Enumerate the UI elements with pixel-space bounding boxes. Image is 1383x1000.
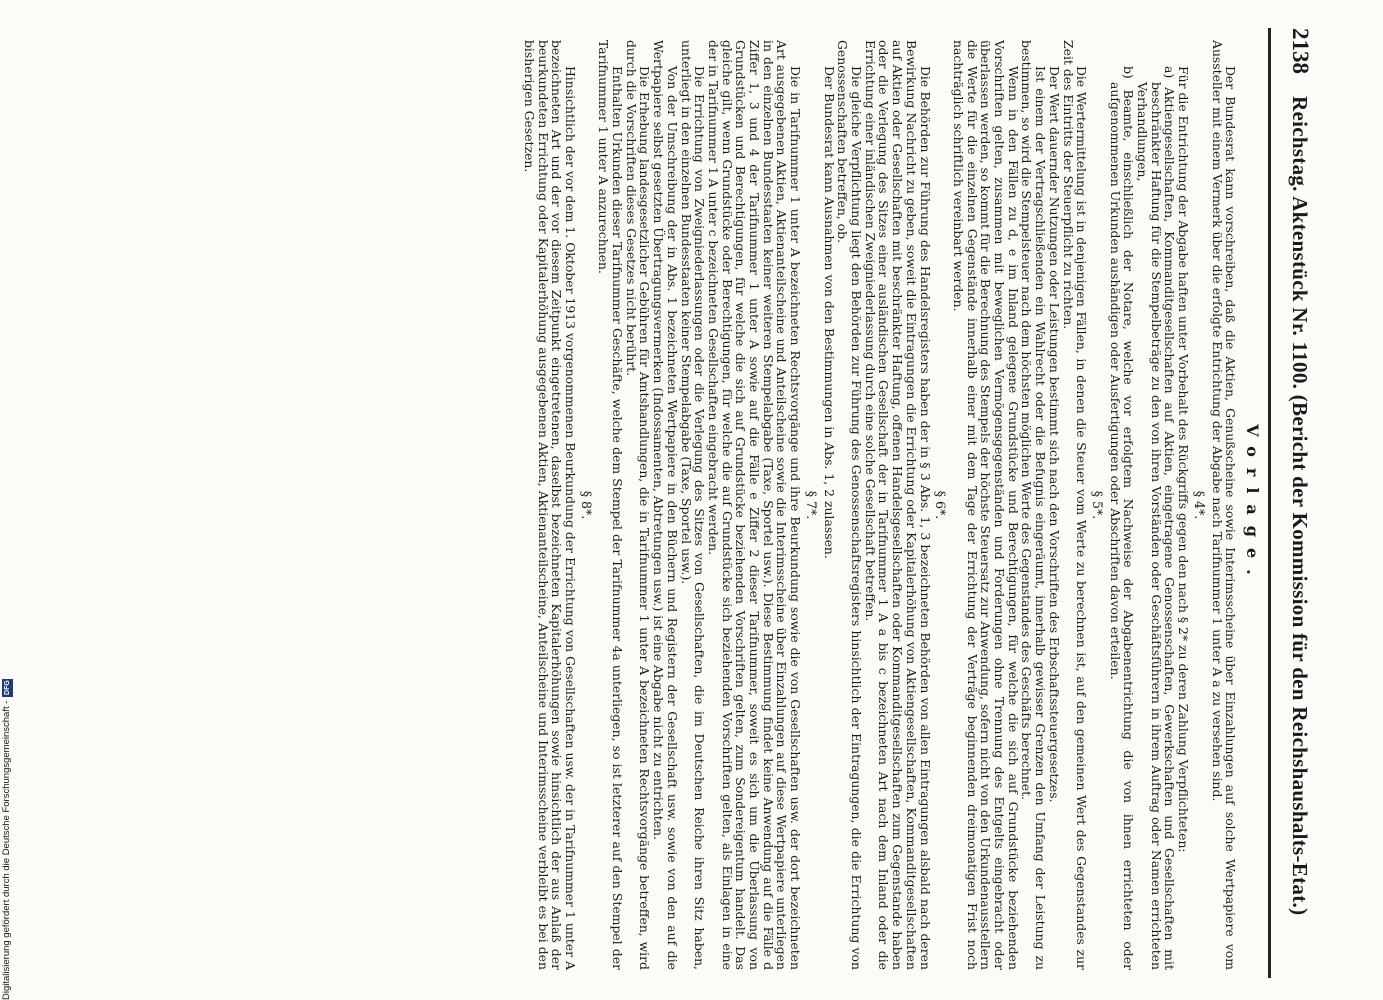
section-7-paragraph-4: Die Erhebung landesgesetzlicher Gebühren für Amtshandlungen, die in Tarifnummer 1 unter A bezeichneten Rechtsvorgänge betreffen, wird durch die Vorschriften dieses Gesetzes nicht berührt. (623, 40, 653, 970)
credit-text: Digitalisierung gefördert durch die Deutsche Forschungsgemeinschaft - (1, 700, 12, 1000)
page-title: Reichstag. Aktenstück Nr. 1100. (Bericht der Kommission für den Reichshaushalts-Etat.) (1288, 96, 1312, 916)
section-6-heading: § 6*. (933, 490, 949, 520)
section-8-heading: § 8*. (578, 490, 594, 520)
section-8-paragraph: Hinsichtlich der vor dem 1. Oktober 1913 vorgenommenen Beurkundung der Errichtung von Gesellschaften usw. der in Tarifnummer 1 unter A bezeichneten Art und der vor diesem Zeitpunkt eingetretenen, daselbst bezeichneten Kapitalerhöhungen sowie hinsichtlich der aus Anlaß der beurkundeten Errichtung oder Kapitalerhöhung ausgegebenen Aktien, Aktienanteilscheine, Anteilscheine und Interimsscheine verbleibt es bei den bisherigen Gesetzen. (521, 40, 578, 970)
document-body (522, 40, 1265, 970)
section-6-paragraph-3: Der Bundesrat kann Ausnahmen von den Bestimmungen in Abs. 1, 2 zulassen. (821, 66, 837, 559)
section-4-item-b: b) Beamte, einschließlich der Notare, welche vor erfolgtem Nachweise der Abgabenentrichtung die von ihnen errichteten oder aufgenommenen Urkunden aushändigen oder Ausfertigungen oder Abschriften davon erteilen. (1107, 66, 1137, 970)
section-7-paragraph-5: Enthalten Urkunden dieser Tarifnummer Geschäfte, welche dem Stempel der Tarifnummer 4a unterliegen, so ist letzterer auf den Stempel der Tarifnummer 1 unter A anzurechnen. (596, 40, 626, 970)
section-4-paragraph: Für die Entrichtung der Abgabe haften unter Vorbehalt des Rückgriffs gegen den nach § 2* zu deren Zahlung Verpflichteten: (1176, 66, 1192, 853)
digitization-credit-sidebar (0, 590, 14, 1000)
credit-line (0, 590, 14, 1000)
section-5-paragraph-3: Ist einem der Vertragschließenden ein Wahlrecht oder die Befugnis eingeräumt, innerhalb gewisser Grenzen den Umfang der Leistung zu bestimmen, so wird die Stempelsteuer nach dem höchsten möglichen Werte des Gegenstandes des Geschäfts berechnet. (1019, 40, 1049, 970)
section-4-heading: § 4*. (1191, 490, 1207, 520)
intro-paragraph: Der Bundesrat kann vorschreiben, daß die Aktien, Genußscheine sowie Interimsscheine über Einzahlungen auf solche Wertpapiere vom Aussteller mit einem Vermerk über die erfolgte Entrichtung der Abgabe nach Tarifnummer 1 unter A a zu versehen sind. (1209, 40, 1239, 970)
vorlage-heading: Vorlage. (1243, 424, 1262, 586)
dfg-logo: DFG (3, 680, 11, 695)
section-6-paragraph-2: Die gleiche Verpflichtung liegt den Behörden zur Führung des Genossenschaftsregisters hinsichtlich der Eintragungen, die die Errichtung von Genossenschaften betreffen, ob. (835, 40, 865, 970)
page-header (1273, 28, 1313, 978)
section-5-paragraph-1: Die Wertermittelung ist in denjenigen Fällen, in denen die Steuer vom Werte zu berechnen ist, auf den gemeinen Wert des Gegenstandes zur Zeit des Eintritts der Steuerpflicht zu richten. (1060, 40, 1090, 970)
section-7-paragraph-2: Die Errichtung von Zweigniederlassungen oder die Verlegung des Sitzes von Gesellschaften, die im Deutschen Reiche ihren Sitz haben, unterliegt in den einzelnen Bundesstaaten keiner Stempelabgabe (Taxe, Sportel usw.). (678, 40, 708, 970)
section-5-paragraph-4: Wenn in den Fällen zu d, e im Inland gelegene Grundstücke und Berechtigungen, für welche die sich auf Grundstücke beziehenden Vorschriften gelten, zusammen mit beweglichen Vermögensgegenständen und Forderungen ohne Trennung des Entgelts eingebracht oder überlassen werden, so kommt für die Berechnung des Stempels der höchste Steuersatz zur Anwendung, sofern nicht von den Urkundenausstellern die Werte für die einzelnen Gegenstände innerhalb einer mit dem Tage der Errichtung der Verträge beginnenden dreimonatigen Frist noch nachträglich schriftlich vereinbart werden. (950, 40, 1021, 970)
section-7-paragraph-1: Die in Tarifnummer 1 unter A bezeichneten Rechtsvorgänge und ihre Beurkundung sowie die von Gesellschaften usw. der dort bezeichneten Art ausgegebenen Aktien, Aktienanteilscheine und Anteilscheine sowie die Interimsscheine über Einzahlungen auf diese Wertpapiere unterliegen in den einzelnen Bundesstaaten keiner weiteren Stempelabgabe (Taxe, Sportel usw.). Diese Bestimmung findet keine Anwendung auf die Fälle d Ziffer 1, 3 und 4 der Tarifnummer 1 unter A sowie auf die Fälle e Ziffer 2 dieser Tarifnummer, soweit es sich um die Überlassung von Grundstücken und Berechtigungen, für welche die sich auf Grundstücke beziehenden Vorschriften gelten, zum Sondereigentum handelt. Das gleiche gilt, wenn Grundstücke oder Berechtigungen, für welche die auf Grundstücke sich beziehenden Vorschriften gelten, als Einlagen in eine der in Tarifnummer 1 A unter c bezeichneten Gesellschaften eingebracht werden. (705, 40, 804, 970)
section-5-paragraph-2: Der Wert dauernder Nutzungen oder Leistungen bestimmt sich nach den Vorschriften des Erbschaftssteuergesetzes. (1046, 66, 1062, 803)
section-4-item-a: a) Aktiengesellschaften, Kommanditgesellschaften auf Aktien, eingetragene Genossenschaften, Gewerkschaften und Gesellschaften mit beschränkter Haftung für die Stempelbeträge zu den von ihren Vorständen oder Geschäftsführern in ihrem Auftrag oder Namen errichteten Verhandlungen, (1135, 66, 1178, 970)
section-7-paragraph-3: Von der Umschreibung der in Abs. 1 bezeichneten Wertpapiere in den Büchern und Registern der Gesellschaft usw. sowie von den auf die Wertpapiere selbst gesetzten Übertragungsvermerken (Indossamenten, Abtretungen usw.) ist eine Abgabe nicht zu entrichten. (651, 40, 680, 970)
header-rule (1268, 28, 1271, 978)
page-number: 2138 (1288, 28, 1313, 74)
section-5-heading: § 5*. (1089, 490, 1105, 520)
section-7-heading: § 7*. (803, 490, 819, 520)
section-6-paragraph-1: Die Behörden zur Führung des Handelsregisters haben der in § 3 Abs. 1, 3 bezeichneten Behörden von allen Eintragungen alsbald nach deren Bewirkung Nachricht zu geben, soweit die Eintragungen die Errichtung oder Kapitalerhöhung von Aktiengesellschaften, Kommanditgesellschaften auf Aktien oder Gesellschaften mit beschränkter Haftung, offenen Handelsgesellschaften oder Kommanditgesellschaften zum Gegenstande haben oder die Verlegung des Sitzes einer ausländischen Gesellschaft der in Tarifnummer 1 A a bis c bezeichneten Art nach dem Inland oder die Errichtung einer inländischen Zweigniederlassung durch eine solche Gesellschaft betreffen. (862, 40, 933, 970)
